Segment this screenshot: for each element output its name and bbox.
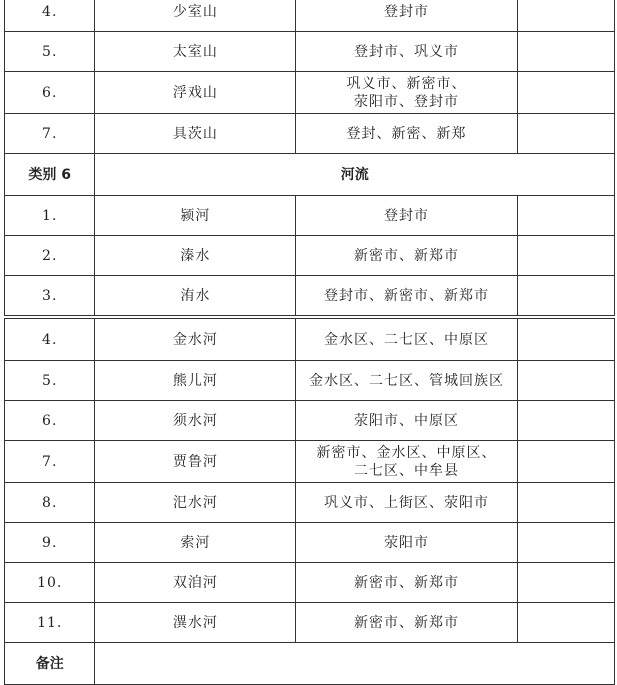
site-name: 洧水 bbox=[95, 276, 296, 316]
row-number: 4. bbox=[5, 319, 95, 361]
site-location: 新密市、新郑市 bbox=[296, 563, 517, 603]
category-row bbox=[5, 154, 615, 196]
site-location: 登封市 bbox=[296, 0, 517, 32]
site-location: 荥阳市 bbox=[296, 523, 517, 563]
table-row bbox=[5, 603, 615, 643]
site-location: 登封市 bbox=[296, 196, 517, 236]
site-note bbox=[517, 32, 615, 72]
table-row bbox=[5, 236, 615, 276]
site-note bbox=[517, 483, 615, 523]
row-number: 9. bbox=[5, 523, 95, 563]
site-note bbox=[517, 401, 615, 441]
site-note bbox=[517, 72, 615, 114]
site-location-line-2: 荥阳市、登封市 bbox=[353, 93, 459, 110]
site-location: 巩义市、上街区、荥阳市 bbox=[296, 483, 517, 523]
site-name: 双洎河 bbox=[95, 563, 296, 603]
site-note bbox=[517, 523, 615, 563]
site-location: 金水区、二七区、中原区 bbox=[296, 319, 517, 361]
heritage-table-bottom bbox=[4, 318, 615, 685]
table-row bbox=[5, 114, 615, 154]
site-name: 须水河 bbox=[95, 401, 296, 441]
category-label: 类别 6 bbox=[5, 154, 95, 196]
site-location: 荥阳市、中原区 bbox=[296, 401, 517, 441]
table-row bbox=[5, 361, 615, 401]
row-number: 5. bbox=[5, 361, 95, 401]
row-number: 2. bbox=[5, 236, 95, 276]
row-number: 3. bbox=[5, 276, 95, 316]
row-number: 4. bbox=[5, 0, 95, 32]
row-number: 11. bbox=[5, 603, 95, 643]
site-name: 颍河 bbox=[95, 196, 296, 236]
remarks-row bbox=[5, 643, 615, 685]
heritage-table-top bbox=[4, 0, 615, 316]
site-note bbox=[517, 276, 615, 316]
site-location: 登封市、新密市、新郑市 bbox=[296, 276, 517, 316]
category-title: 河流 bbox=[95, 154, 615, 196]
table-row bbox=[5, 563, 615, 603]
table-row bbox=[5, 523, 615, 563]
site-location: 新密市、新郑市 bbox=[296, 603, 517, 643]
table-row bbox=[5, 319, 615, 361]
remarks-label: 备注 bbox=[5, 643, 95, 685]
table-row bbox=[5, 72, 615, 114]
row-number: 1. bbox=[5, 196, 95, 236]
site-name: 具茨山 bbox=[95, 114, 296, 154]
table-row bbox=[5, 0, 615, 32]
site-note bbox=[517, 114, 615, 154]
site-name: 贾鲁河 bbox=[95, 441, 296, 483]
site-name: 潩水河 bbox=[95, 603, 296, 643]
table-row bbox=[5, 401, 615, 441]
row-number: 7. bbox=[5, 441, 95, 483]
site-note bbox=[517, 441, 615, 483]
site-location-line-2: 二七区、中牟县 bbox=[353, 462, 459, 479]
site-name: 太室山 bbox=[95, 32, 296, 72]
row-number: 10. bbox=[5, 563, 95, 603]
row-number: 5. bbox=[5, 32, 95, 72]
table-row bbox=[5, 32, 615, 72]
site-name: 浮戏山 bbox=[95, 72, 296, 114]
site-location-line-1: 新密市、金水区、中原区、 bbox=[316, 444, 497, 461]
table-row bbox=[5, 441, 615, 483]
table-row bbox=[5, 483, 615, 523]
site-note bbox=[517, 236, 615, 276]
site-name: 少室山 bbox=[95, 0, 296, 32]
site-note bbox=[517, 0, 615, 32]
site-name: 汜水河 bbox=[95, 483, 296, 523]
row-number: 6. bbox=[5, 72, 95, 114]
site-location: 登封市、巩义市 bbox=[296, 32, 517, 72]
site-location: 金水区、二七区、管城回族区 bbox=[296, 361, 517, 401]
site-name: 金水河 bbox=[95, 319, 296, 361]
site-name: 溱水 bbox=[95, 236, 296, 276]
site-location-line-1: 巩义市、新密市、 bbox=[346, 75, 467, 92]
site-location bbox=[296, 72, 517, 114]
row-number: 7. bbox=[5, 114, 95, 154]
site-location: 新密市、新郑市 bbox=[296, 236, 517, 276]
site-note bbox=[517, 603, 615, 643]
table-row bbox=[5, 276, 615, 316]
site-note bbox=[517, 361, 615, 401]
site-name: 熊儿河 bbox=[95, 361, 296, 401]
site-location: 登封、新密、新郑 bbox=[296, 114, 517, 154]
site-name: 索河 bbox=[95, 523, 296, 563]
site-location bbox=[296, 441, 517, 483]
row-number: 6. bbox=[5, 401, 95, 441]
remarks-content bbox=[95, 643, 615, 685]
site-note bbox=[517, 563, 615, 603]
row-number: 8. bbox=[5, 483, 95, 523]
site-note bbox=[517, 196, 615, 236]
site-note bbox=[517, 319, 615, 361]
table-row bbox=[5, 196, 615, 236]
